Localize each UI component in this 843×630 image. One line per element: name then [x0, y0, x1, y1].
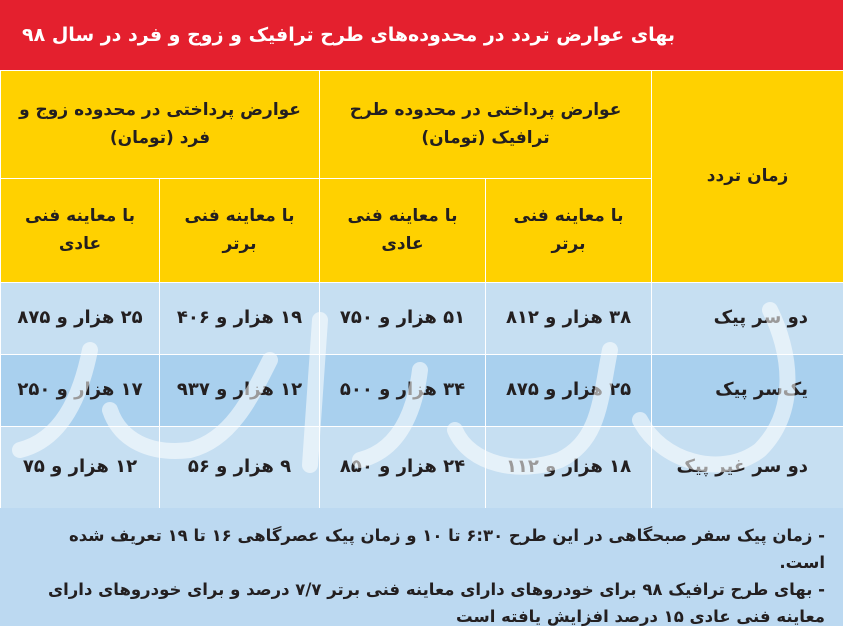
table-row	[1, 283, 843, 355]
traffic-superior-header: با معاینه فنی برتر	[486, 179, 652, 283]
traffic-zone-header: عوارض پرداختی در محدوده طرح ترافیک (تومان)	[320, 71, 652, 179]
value-cell: ۲۴ هزار و ۸۵۰	[320, 427, 486, 509]
table-title: بهای عوارض تردد در محدوده‌های طرح ترافیک و زوج و فرد در سال ۹۸	[0, 0, 843, 70]
time-cell: یک‌سر پیک	[652, 355, 843, 427]
time-cell: دو سر پیک	[652, 283, 843, 355]
oddeven-zone-header: عوارض پرداختی در محدوده زوج و فرد (تومان)	[1, 71, 320, 179]
table-row	[1, 427, 843, 509]
value-cell: ۳۴ هزار و ۵۰۰	[320, 355, 486, 427]
value-cell: ۱۹ هزار و ۴۰۶	[160, 283, 320, 355]
footnote-price-increase: - بهای طرح ترافیک ۹۸ برای خودروهای دارای معاینه فنی برتر ۷/۷ درصد و برای خودروهای دارای معاینه فنی عادی ۱۵ درصد افزایش یافته است	[18, 576, 825, 630]
toll-table	[0, 70, 843, 509]
time-cell: دو سر غیر پیک	[652, 427, 843, 509]
value-cell: ۱۸ هزار و ۱۱۲	[486, 427, 652, 509]
footnotes	[0, 508, 843, 626]
traffic-normal-header: با معاینه فنی عادی	[320, 179, 486, 283]
time-column-header: زمان تردد	[652, 71, 843, 283]
value-cell: ۱۷ هزار و ۲۵۰	[1, 355, 160, 427]
value-cell: ۱۲ هزار و ۷۵	[1, 427, 160, 509]
value-cell: ۲۵ هزار و ۸۷۵	[1, 283, 160, 355]
oddeven-normal-header: با معاینه فنی عادی	[1, 179, 160, 283]
value-cell: ۲۵ هزار و ۸۷۵	[486, 355, 652, 427]
oddeven-superior-header: با معاینه فنی برتر	[160, 179, 320, 283]
value-cell: ۱۲ هزار و ۹۳۷	[160, 355, 320, 427]
footnote-peak-hours: - زمان پیک سفر صبحگاهی در این طرح ۶:۳۰ تا ۱۰ و زمان پیک عصرگاهی ۱۶ تا ۱۹ تعریف شده است.	[18, 522, 825, 576]
value-cell: ۳۸ هزار و ۸۱۲	[486, 283, 652, 355]
value-cell: ۹ هزار و ۵۶	[160, 427, 320, 509]
table-row	[1, 355, 843, 427]
value-cell: ۵۱ هزار و ۷۵۰	[320, 283, 486, 355]
